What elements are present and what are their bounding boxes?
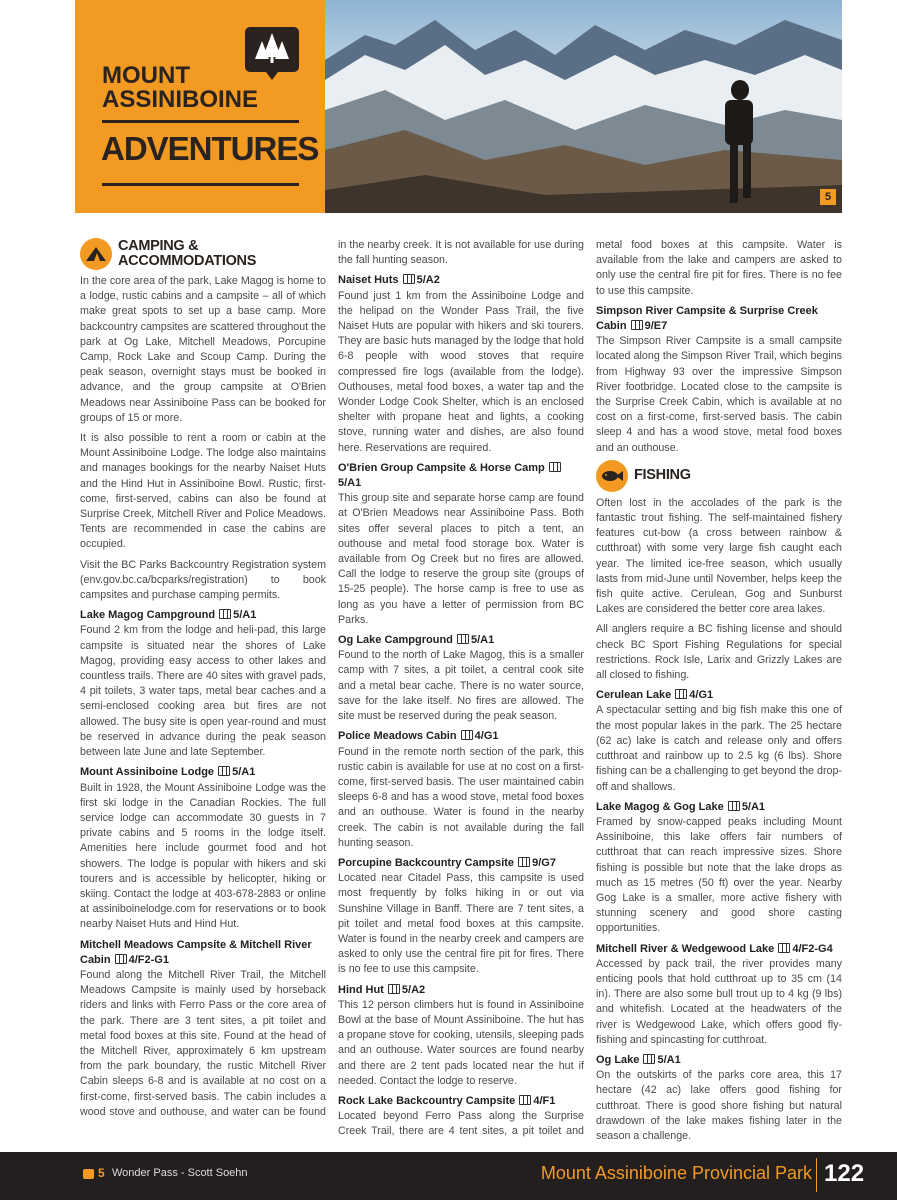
map-reference: 9/G7 bbox=[532, 856, 556, 869]
map-reference: 5/A1 bbox=[657, 1053, 681, 1066]
entry-heading bbox=[596, 942, 842, 957]
entry-title: Rock Lake Backcountry Campsite bbox=[338, 1094, 516, 1107]
section-name: Mount Assiniboine Provincial Park bbox=[540, 1163, 812, 1183]
map-icon bbox=[631, 320, 643, 330]
entry-heading bbox=[80, 938, 326, 968]
entry-title: Simpson River Campsite & Surprise Creek Cabin bbox=[596, 304, 818, 333]
intro-paragraph: It is also possible to rent a room or cabin at the Mount Assiniboine Lodge. The lodge also maintains and manages bookings for the nearby Naiset Huts and the Hind Hut in Assiniboine Bowl. Rustic, first-come, first-served, cabins can also be found at Surprise Creek, Mitchell River and Police Meadows. Tents are recommended in case the cabins are occupied. bbox=[80, 432, 326, 551]
entry-title: Mitchell Meadows Campsite & Mitchell River Cabin bbox=[80, 938, 312, 966]
map-icon bbox=[403, 274, 415, 284]
entry-text: This group site and separate horse camp are found at O'Brien Meadows near Assiniboine Pass. Both sites offer several places to pitch a tent, an outhouse and metal food storage box. Water is available from Og Creek but no fires are allowed. Call the lodge to reserve the group site (groups of 15-25 people). The horse camp is free to use as long as you have a letter of permission from BC Parks. bbox=[338, 492, 584, 626]
map-icon bbox=[461, 730, 473, 740]
entry-text: Located beyond Ferro Pass along the Surprise Creek Trail, there are 4 tent sites, a pit toilet and metal food boxes at this campsite. Water is available from the lake and campers are asked to only use the central fire pit for fires. There is no fee to use this campsite. bbox=[338, 239, 842, 1138]
map-icon bbox=[728, 801, 740, 811]
entry-heading bbox=[80, 765, 326, 780]
entry-heading bbox=[596, 800, 842, 815]
map-icon bbox=[778, 943, 790, 953]
entry-text: Found in the remote north section of the park, this rustic cabin is available for use at no cost on a first-come, first-served basis. The user maintained cabin sleeps 6-8 and has a wood stove, metal food boxes and an outhouse. Water is found in the nearby creek. The cabin is not available during the fall hunting season. bbox=[338, 745, 584, 849]
section-title: CAMPING & ACCOMMODATIONS bbox=[118, 237, 257, 269]
entry-title: Og Lake bbox=[596, 1053, 640, 1066]
map-reference: 5/A1 bbox=[470, 634, 495, 647]
photo-number-badge: 5 bbox=[820, 189, 836, 205]
intro-paragraph: In the core area of the park, Lake Magog is home to a lodge, rustic cabins and a campsite – all of which make great spots to set up a base camp. More backcountry campsites are scattered throughout the park at Og Lake, Mitchell Meadows, Porcupine Camp, Rock Lake and Scoup Camp. During the peak season, overnight stays must be booked in advance, and the group campsite at O'Brien Meadows near Assiniboine Pass can be booked for groups of 15 or more. bbox=[80, 275, 326, 424]
entry-text: On the outskirts of the parks core area, this 17 hectare (42 ac) lake offers good fishing for cutthroat. There is good shore fishing but natural drawdown of the lake makes fishing later in the season a challenge. bbox=[596, 1069, 842, 1142]
map-reference: 5/A2 bbox=[401, 983, 426, 996]
entry-heading bbox=[338, 273, 584, 288]
map-icon bbox=[643, 1054, 655, 1064]
entry-title: Lake Magog Campground bbox=[80, 609, 216, 622]
fish-icon bbox=[596, 460, 628, 492]
intro-paragraph: Often lost in the accolades of the park is the fantastic trout fishing. The self-maintained fishery features cut-bow (a cross between rainbow & cutthroat) with some very large fish caught each year. The limited ice-free season, which usually lasts from mid-June until November, helps keep the fish quite active. Cerulean, Gog and Sunburst Lakes are considered the better core area lakes. bbox=[596, 496, 842, 616]
photo-credit: Wonder Pass - Scott Soehn bbox=[112, 1167, 248, 1179]
map-reference: 5/A1 bbox=[233, 609, 257, 622]
map-reference: 4/G1 bbox=[689, 689, 714, 702]
section-title: FISHING bbox=[634, 467, 691, 484]
title-banner bbox=[75, 0, 325, 213]
entry-title: Lake Magog & Gog Lake bbox=[596, 800, 724, 813]
map-icon bbox=[388, 984, 400, 994]
entry-heading bbox=[338, 633, 584, 648]
tent-icon bbox=[80, 238, 112, 270]
entry-text: Built in 1928, the Mount Assiniboine Lodge was the first ski lodge in the Canadian Rockies. The full service lodge can accommodate 30 guests in 7 private cabins and 5 rooms in the lodge itself. Amenities here include gourmet food and hot showers. The lodge is popular with hikers and ski tourers and is accessible by helicopter, hiking or skiing. Contact the lodge at 403-678-2883 or online at assiniboinelodge.com for reservations or to book nearby Naiset Huts and Hind Hut. bbox=[80, 781, 326, 931]
entry-heading bbox=[596, 1053, 842, 1068]
entry-title: Porcupine Backcountry Campsite bbox=[338, 856, 515, 869]
map-icon bbox=[457, 634, 469, 644]
entry-text: The Simpson River Campsite is a small campsite located along the Simpson River Trail, which begins from Highway 93 over the impressive Simpson River footbridge. Located close to the campsite is the Surprise Creek Cabin, which is available at no cost on a first-come, first-served basis. The cabin sleep 4 and has a wood stove, metal food boxes and an outhouse. bbox=[596, 335, 842, 454]
intro-paragraph: Visit the BC Parks Backcountry Registration system (env.gov.bc.ca/bcparks/registration) to book campsites and purchase camping permits. bbox=[80, 558, 326, 602]
pine-trees-icon bbox=[245, 27, 299, 72]
entry-text: A spectacular setting and big fish make this one of the most popular lakes in the park. The 25 hectare (62 ac) lake is catch and release only and offers cutthroat and rainbow up to 2.5 kg (6 lbs). Shore fishing can be a challenging to get beyond the drop-off and shallows. bbox=[596, 704, 842, 793]
entry-text: Accessed by pack trail, the river provides many enticing pools that hold cutthroat up to 35 cm (14 in). There are also some bull trout up to 4 kg (9 lbs) and whitefish. Located at the headwaters of the river is Wedgewood Lake, which offers good fly-fishing and spincasting for cutthroat. bbox=[596, 957, 842, 1046]
camera-icon bbox=[83, 1169, 94, 1179]
entry-heading bbox=[596, 688, 842, 703]
divider bbox=[102, 120, 299, 123]
entry-title: Mount Assiniboine Lodge bbox=[80, 766, 215, 779]
map-icon bbox=[519, 1095, 531, 1105]
hero-photo bbox=[325, 0, 842, 213]
page-number: 122 bbox=[824, 1160, 865, 1187]
map-icon bbox=[518, 857, 530, 867]
map-reference: 4/F2-G1 bbox=[128, 953, 169, 966]
divider bbox=[816, 1158, 817, 1192]
entry-heading bbox=[338, 856, 584, 871]
entry-heading bbox=[338, 1094, 584, 1109]
entry-title: Police Meadows Cabin bbox=[338, 730, 457, 743]
entry-title: O'Brien Group Campsite & Horse Camp bbox=[338, 461, 545, 474]
map-icon bbox=[218, 766, 230, 776]
map-reference: 4/F1 bbox=[533, 1094, 556, 1107]
entry-text: Located near Citadel Pass, this campsite is used most frequently by folks hiking in or out via Sunshine Village in Banff. There are 7 tent sites, a pit toilet and metal food boxes at this campsite. Water is found in the nearby creek and campers are asked to only use the central fire pit for fires. There is no fee to use this campsite. bbox=[338, 872, 584, 976]
banner-line-2: ASSINIBOINE bbox=[102, 86, 259, 113]
page-footer bbox=[0, 1152, 897, 1200]
article-body bbox=[80, 238, 842, 1144]
map-reference: 4/G1 bbox=[474, 730, 499, 743]
map-icon bbox=[549, 462, 561, 472]
entry-title: Og Lake Campground bbox=[338, 634, 453, 647]
map-icon bbox=[219, 609, 231, 619]
entry-title: Cerulean Lake bbox=[596, 689, 672, 702]
section-heading-camping bbox=[80, 238, 326, 270]
entry-text: Found to the north of Lake Magog, this is a smaller camp with 7 sites, a pit toilet, a central cook site and a metal bear cache. There is no water source, save for the lake itself. No fires are allowed. The site must be reserved during the peak season. bbox=[338, 649, 584, 723]
entry-title: Naiset Huts bbox=[338, 274, 399, 287]
map-reference: 9/E7 bbox=[644, 320, 668, 333]
section-heading-fishing bbox=[596, 460, 842, 492]
map-reference: 4/F2-G4 bbox=[792, 942, 833, 955]
entry-text: Framed by snow-capped peaks including Mount Assiniboine, this lake offers fair numbers of cutthroat that can reach impressive sizes. Shore fishing is possible but note that the lake drops as much as 15 metres (50 ft) over the year. Nearby Gog Lake is a smaller, more active fishery with stunning scenery and good shore casting opportunities. bbox=[596, 815, 842, 935]
entry-title: Hind Hut bbox=[338, 983, 384, 996]
entry-text: This 12 person climbers hut is found in Assiniboine Bowl at the base of Mount Assiniboine. The hut has a propane stove for cooking, utensils, sleeping pads and an outhouse. Water sources are found nearby and there are 2 tent pads located near the hut if needed. Contact the lodge to reserve. bbox=[338, 998, 584, 1087]
entry-heading bbox=[338, 461, 584, 491]
entry-title: Mitchell River & Wedgewood Lake bbox=[596, 942, 775, 955]
entry-text: Found along the Mitchell River Trail, the Mitchell Meadows Campsite is mainly used by horseback riders and links with Ferro Pass or the core area of the park. There are 3 tent sites, a pit toilet and metal food boxes at this site. Found at the head of the Mitchell River, approximately 6 km upstream from the park boundary, the rustic Mitchell River Cabin sleeps 6-8 and is available at no cost on a first-come, first-served basis. The cabin includes a wood stove and outhouse, and water can be found in the nearby creek. It is not available for use during the fall hunting season. bbox=[80, 239, 584, 1118]
entry-heading bbox=[80, 608, 326, 623]
map-icon bbox=[675, 689, 687, 699]
photo-credit-number: 5 bbox=[98, 1166, 105, 1180]
map-reference: 5/A1 bbox=[741, 800, 766, 813]
map-reference: 5/A2 bbox=[416, 274, 440, 287]
banner-line-1: MOUNT bbox=[102, 62, 190, 89]
entry-heading bbox=[338, 983, 584, 998]
entry-text: Found just 1 km from the Assiniboine Lodge and the helipad on the Wonder Pass Trail, the five Naiset Huts are popular with hikers and ski tourers. They are basic huts managed by the lodge that hold 6-8 people with wood stoves that require compressed fire logs (available from the lodge). Outhouses, metal food boxes, a water tap and the Wonder Lodge Cook Shelter, which is an enclosed shelter with propane heat and lights, a cooking stove, running water and dishes, are also found here. Reservations are required. bbox=[338, 289, 584, 454]
map-reference: 5/A1 bbox=[232, 766, 256, 779]
intro-paragraph: All anglers require a BC fishing license and should check BC Sport Fishing Regulations for special restrictions. Rock Isle, Larix and Grizzly Lakes are all closed to fishing. bbox=[596, 623, 842, 682]
map-icon bbox=[115, 954, 127, 964]
divider bbox=[102, 183, 299, 186]
entry-text: Found 2 km from the lodge and heli-pad, this large campsite is situated near the shores of Lake Magog, providing easy access to other lakes and countless trails. There are 40 sites with gravel pads, 4 pit toilets, 3 water taps, metal bear caches and a semi-enclosed cooking area but fires are not allowed. The busy site is open year-round and must be reserved in advance during the peak season between late June and late September. bbox=[80, 624, 326, 759]
map-reference: 5/A1 bbox=[338, 477, 362, 490]
entry-heading bbox=[338, 729, 584, 744]
entry-heading bbox=[596, 304, 842, 334]
banner-heading: ADVENTURES bbox=[101, 130, 319, 167]
